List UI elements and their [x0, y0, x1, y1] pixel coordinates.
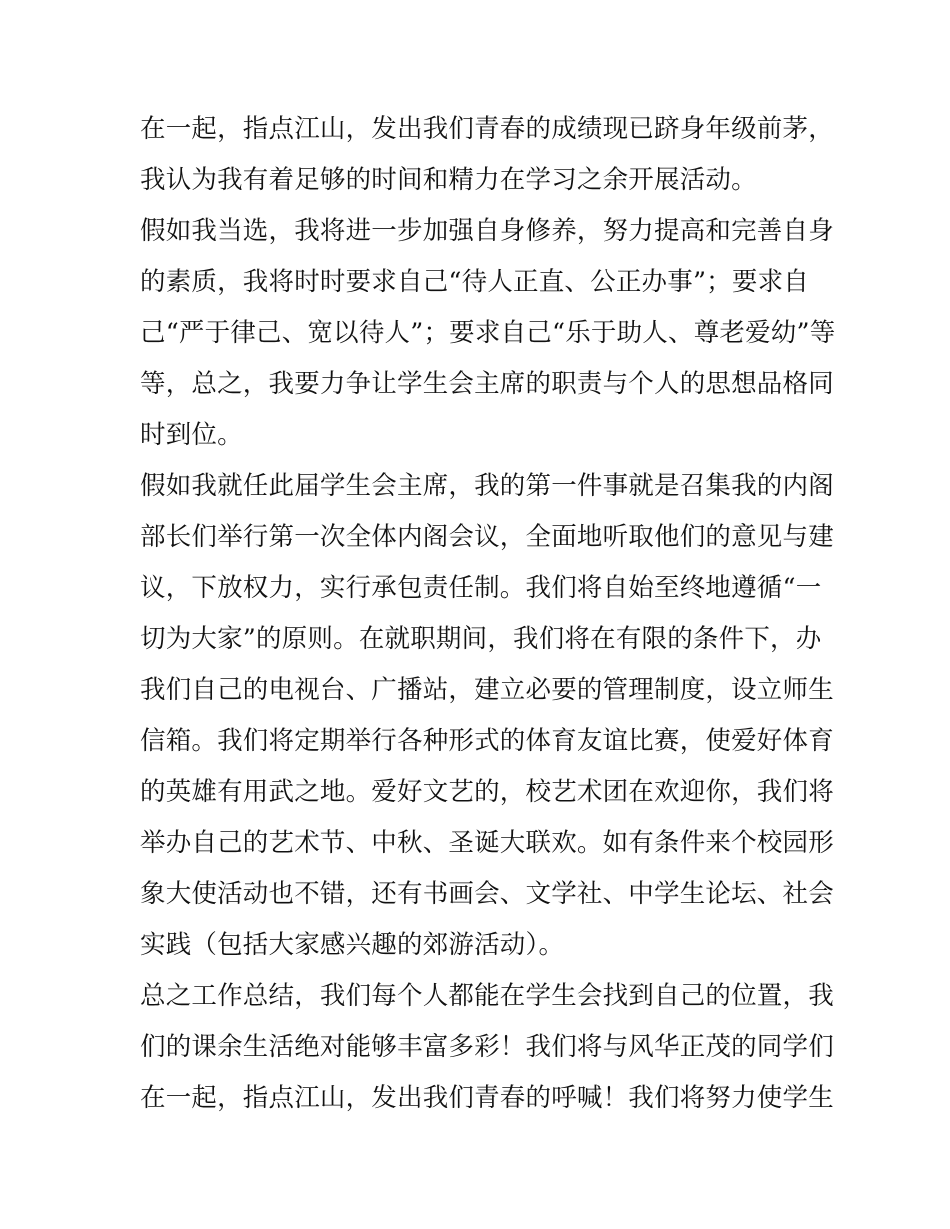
text-line: 假如我就任此届学生会主席，我的第一件事就是召集我的内阁 — [140, 471, 834, 501]
text-line: 的英雄有用武之地。爱好文艺的，校艺术团在欢迎你，我们将 — [140, 777, 834, 807]
text-line: 象大使活动也不错，还有书画会、文学社、中学生论坛、社会 — [140, 879, 834, 909]
text-line: 部长们举行第一次全体内阁会议，全面地听取他们的意见与建 — [140, 522, 834, 552]
text-line: 假如我当选，我将进一步加强自身修养，努力提高和完善自身 — [140, 216, 834, 246]
text-line: 举办自己的艺术节、中秋、圣诞大联欢。如有条件来个校园形 — [140, 828, 834, 858]
text-line: 切为大家”的原则。在就职期间，我们将在有限的条件下，办 — [140, 624, 822, 654]
text-line: 议，下放权力，实行承包责任制。我们将自始至终地遵循“一 — [140, 573, 822, 603]
text-line: 们的课余生活绝对能够丰富多彩！我们将与风华正茂的同学们 — [140, 1032, 834, 1062]
body-text — [140, 104, 836, 1124]
text-line: 信箱。我们将定期举行各种形式的体育友谊比赛，使爱好体育 — [140, 726, 834, 756]
text-line: 的素质，我将时时要求自己“待人正直、公正办事”；要求自 — [140, 267, 809, 297]
text-line: 在一起，指点江山，发出我们青春的成绩现已跻身年级前茅， — [140, 114, 834, 144]
text-line: 我们自己的电视台、广播站，建立必要的管理制度，设立师生 — [140, 675, 834, 705]
text-line: 时到位。 — [140, 420, 243, 450]
text-line: 在一起，指点江山，发出我们青春的呼喊！我们将努力使学生 — [140, 1083, 834, 1113]
text-line: 己“严于律己、宽以待人”；要求自己“乐于助人、尊老爱幼”等 — [140, 318, 836, 348]
text-line: 总之工作总结，我们每个人都能在学生会找到自己的位置，我 — [140, 981, 834, 1011]
text-line: 实践（包括大家感兴趣的郊游活动）。 — [140, 930, 565, 960]
text-line: 等，总之，我要力争让学生会主席的职责与个人的思想品格同 — [140, 369, 834, 399]
text-line: 我认为我有着足够的时间和精力在学习之余开展活动。 — [140, 165, 757, 195]
